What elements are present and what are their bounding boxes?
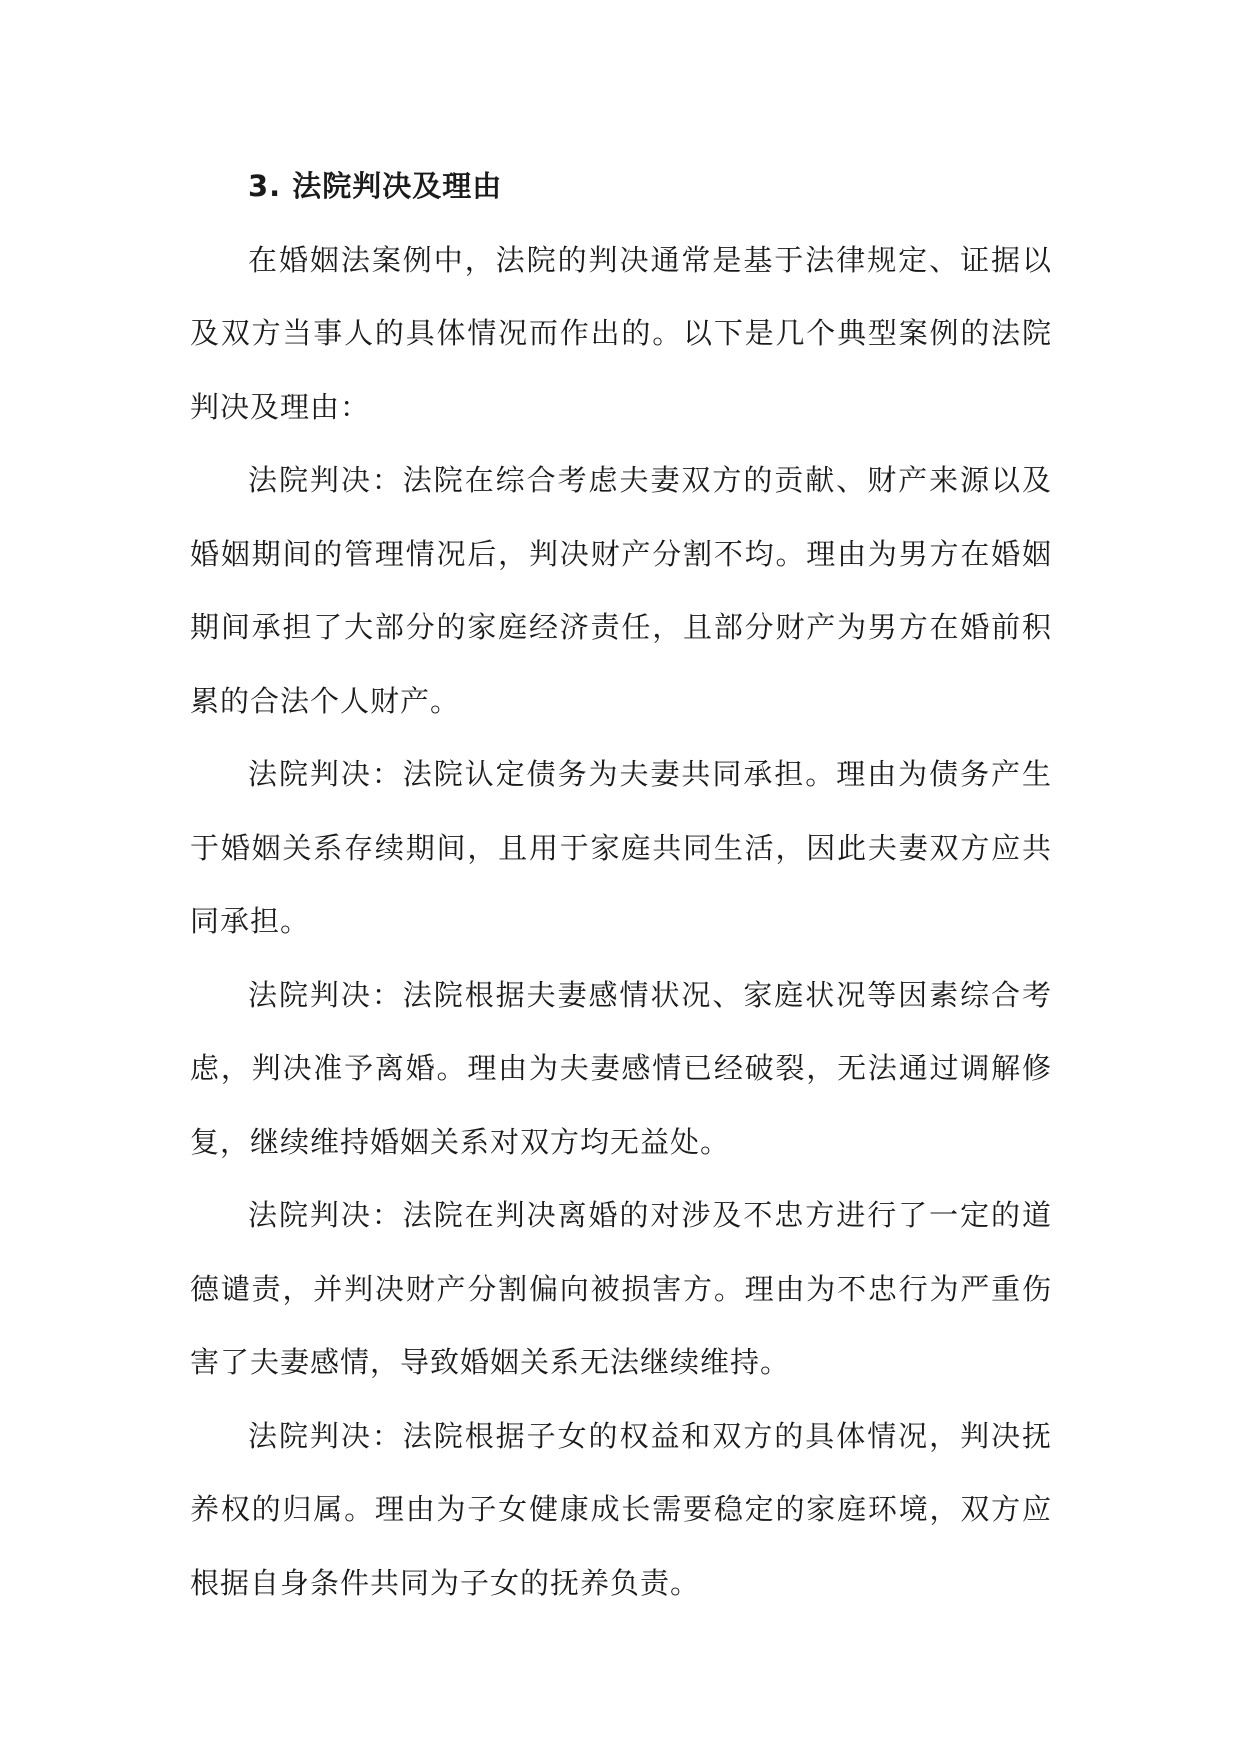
judgment-paragraph-custody: 法院判决：法院根据子女的权益和双方的具体情况，判决抚养权的归属。理由为子女健康成长需要稳定的家庭环境，双方应根据自身条件共同为子女的抚养负责。 [190, 1418, 1052, 1600]
judgment-paragraph-infidelity: 法院判决：法院在判决离婚的对涉及不忠方进行了一定的道德谴责，并判决财产分割偏向被损害方。理由为不忠行为严重伤害了夫妻感情，导致婚姻关系无法继续维持。 [190, 1198, 1052, 1379]
intro-paragraph: 在婚姻法案例中，法院的判决通常是基于法律规定、证据以及双方当事人的具体情况而作出的。以下是几个典型案例的法院判决及理由： [190, 242, 1052, 424]
judgment-paragraph-property-division: 法院判决：法院在综合考虑夫妻双方的贡献、财产来源以及婚姻期间的管理情况后，判决财产分割不均。理由为男方在婚姻期间承担了大部分的家庭经济责任，且部分财产为男方在婚前积累的合法个人财产。 [190, 463, 1052, 718]
section-heading: 3. 法院判决及理由 [248, 169, 503, 203]
document-body [190, 150, 1052, 1620]
judgment-paragraph-joint-debt: 法院判决：法院认定债务为夫妻共同承担。理由为债务产生于婚姻关系存续期间，且用于家庭共同生活，因此夫妻双方应共同承担。 [190, 757, 1052, 938]
judgment-paragraph-divorce-granted: 法院判决：法院根据夫妻感情状况、家庭状况等因素综合考虑，判决准予离婚。理由为夫妻感情已经破裂，无法通过调解修复，继续维持婚姻关系对双方均无益处。 [190, 977, 1052, 1159]
